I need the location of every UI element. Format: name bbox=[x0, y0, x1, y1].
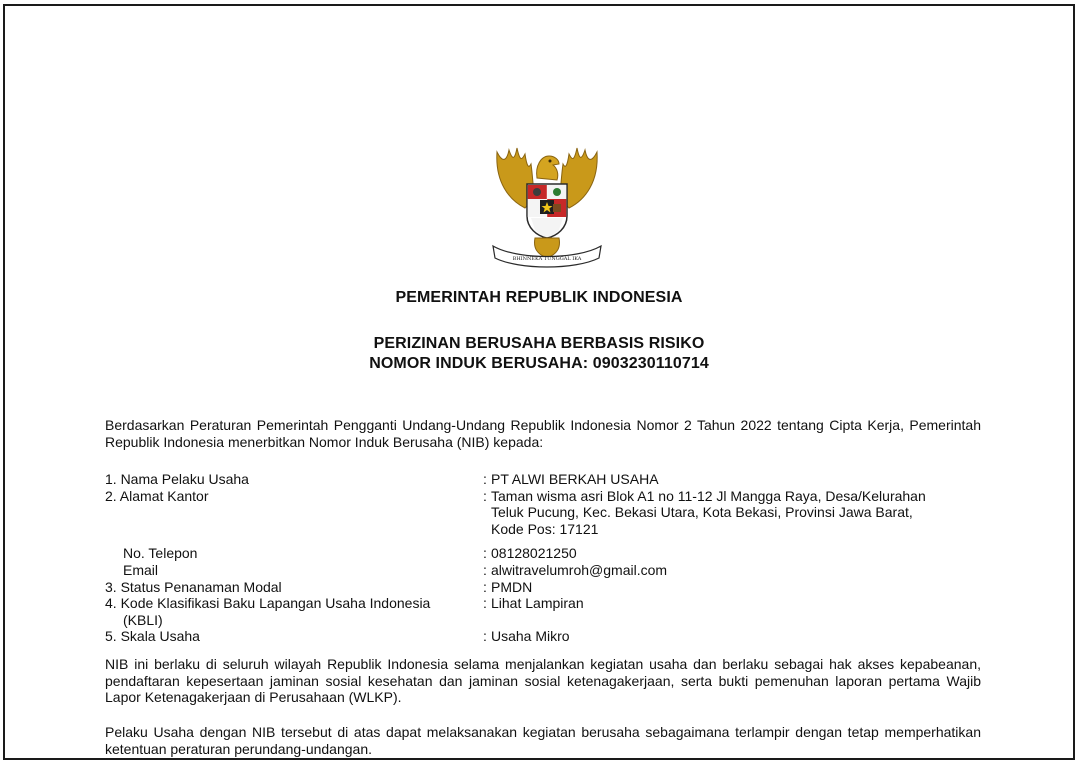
email-value: alwitravelumroh@gmail.com bbox=[491, 561, 668, 578]
address-line-2: Teluk Pucung, Kec. Bekasi Utara, Kota Bekasi, Provinsi Jawa Barat, bbox=[491, 504, 913, 521]
field-row-email bbox=[105, 562, 985, 579]
address-line-3: Kode Pos: 17121 bbox=[491, 520, 599, 537]
colon: : bbox=[483, 595, 487, 612]
field-label: 2. Alamat Kantor bbox=[105, 487, 209, 504]
colon: : bbox=[483, 628, 487, 645]
field-row-alamat bbox=[105, 488, 985, 538]
colon: : bbox=[483, 578, 487, 595]
field-label bbox=[105, 595, 483, 628]
government-heading: PEMERINTAH REPUBLIK INDONESIA bbox=[395, 289, 683, 306]
field-label: 1. Nama Pelaku Usaha bbox=[105, 471, 249, 487]
field-row-telepon bbox=[105, 545, 985, 562]
field-row-skala bbox=[105, 628, 985, 645]
field-label: Email bbox=[123, 561, 159, 578]
svg-text:BHINNEKA TUNGGAL IKA: BHINNEKA TUNGGAL IKA bbox=[512, 256, 582, 262]
field-value: 08128021250 bbox=[491, 545, 577, 562]
field-value: Usaha Mikro bbox=[491, 628, 570, 645]
address-line-1: Taman wisma asri Blok A1 no 11-12 Jl Mangga Raya, Desa/Kelurahan bbox=[491, 487, 926, 504]
business-actor-paragraph: Pelaku Usaha dengan NIB tersebut di atas dapat melaksanakan kegiatan berusaha sebagaimana terlampir dengan tetap memperhatikan ketentuan peraturan perundang-undangan. bbox=[105, 724, 981, 757]
field-value: Lihat Lampiran bbox=[491, 595, 584, 612]
field-row-nama bbox=[105, 471, 985, 488]
field-label: No. Telepon bbox=[123, 545, 198, 562]
permit-heading: PERIZINAN BERUSAHA BERBASIS RISIKO bbox=[373, 335, 705, 352]
field-label: 3. Status Penanaman Modal bbox=[105, 578, 282, 595]
intro-paragraph: Berdasarkan Peraturan Pemerintah Pengganti Undang-Undang Republik Indonesia Nomor 2 Tahun 2022 tentang Cipta Kerja, Pemerintah Republik Indonesia menerbitkan Nomor Induk Berusaha (NIB) kepada: bbox=[105, 417, 981, 450]
kbli-label-line-1: 4. Kode Klasifikasi Baku Lapangan Usaha Indonesia bbox=[105, 595, 431, 612]
field-label: 5. Skala Usaha bbox=[105, 628, 200, 645]
nib-validity-paragraph: NIB ini berlaku di seluruh wilayah Republik Indonesia selama menjalankan kegiatan usaha dan berlaku sebagai hak akses kepabeanan, pendaftaran kepesertaan jaminan sosial kesehatan dan jaminan sosial ketenagakerjaan, serta bukti pemenuhan laporan pertama Wajib Lapor Ketenagakerjaan di Perusahaan (WLKP). bbox=[105, 656, 981, 706]
kbli-label-line-2: (KBLI) bbox=[123, 611, 163, 628]
colon: : bbox=[483, 471, 487, 487]
colon: : bbox=[483, 545, 487, 562]
field-row-kbli bbox=[105, 595, 985, 628]
business-details bbox=[105, 471, 985, 645]
field-value: PT ALWI BERKAH USAHA bbox=[491, 471, 659, 487]
field-row-status bbox=[105, 579, 985, 596]
garuda-pancasila-emblem-icon bbox=[487, 138, 607, 270]
colon: : bbox=[483, 487, 487, 504]
nib-heading: NOMOR INDUK BERUSAHA: 0903230110714 bbox=[369, 355, 709, 372]
field-value: PMDN bbox=[491, 578, 533, 595]
colon: : bbox=[483, 561, 487, 578]
address-value bbox=[491, 488, 985, 538]
document-page bbox=[3, 4, 1075, 760]
